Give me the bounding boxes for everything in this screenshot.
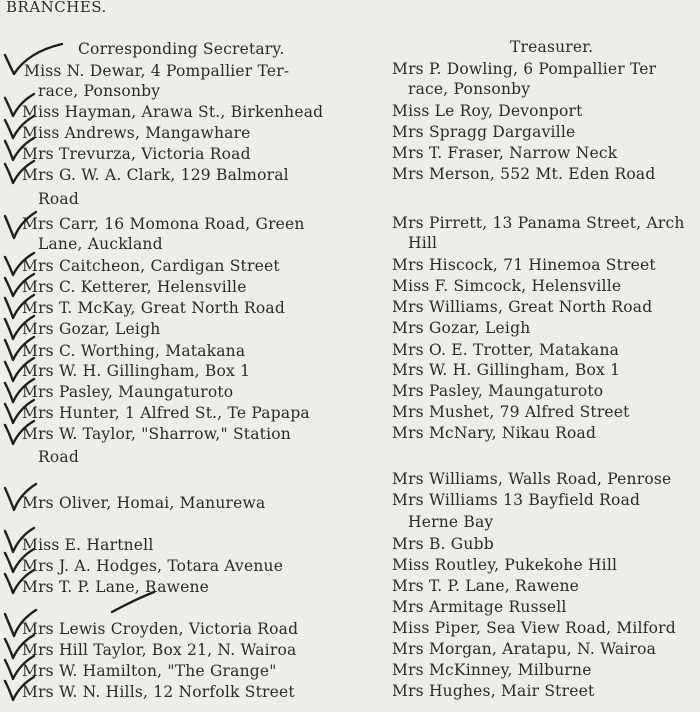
secretary-line: Miss Hayman, Arawa St., Birkenhead	[22, 103, 324, 121]
treasurer-line: Mrs Hughes, Mair Street	[392, 682, 595, 700]
secretary-line: Mrs Carr, 16 Momona Road, Green	[22, 215, 305, 233]
treasurer-line: Mrs McNary, Nikau Road	[392, 424, 597, 442]
treasurer-line: Miss Le Roy, Devonport	[392, 102, 583, 120]
secretary-line: Mrs Gozar, Leigh	[22, 320, 161, 338]
secretary-line: Mrs Pasley, Maungaturoto	[22, 383, 234, 401]
treasurer-line: Mrs Morgan, Aratapu, N. Wairoa	[392, 640, 657, 658]
treasurer-line: Mrs W. H. Gillingham, Box 1	[392, 361, 621, 379]
treasurer-line: Mrs O. E. Trotter, Matakana	[392, 341, 620, 359]
treasurer-line: Miss F. Simcock, Helensville	[392, 277, 622, 295]
treasurer-line: Mrs Williams, Great North Road	[392, 298, 653, 316]
secretary-line: Mrs T. McKay, Great North Road	[22, 299, 285, 317]
secretary-line: Mrs Lewis Croyden, Victoria Road	[22, 620, 299, 638]
secretary-line: Mrs W. Hamilton, "The Grange"	[22, 662, 277, 680]
treasurer-line: Mrs Merson, 552 Mt. Eden Road	[392, 165, 656, 183]
treasurer-line: Mrs Hiscock, 71 Hinemoa Street	[392, 256, 656, 274]
secretary-line: Mrs Oliver, Homai, Manurewa	[22, 494, 266, 512]
secretary-line: race, Ponsonby	[38, 82, 161, 100]
treasurer-line: Mrs McKinney, Milburne	[392, 661, 592, 679]
secretary-line: Road	[38, 448, 79, 466]
treasurer-line: Mrs Gozar, Leigh	[392, 319, 531, 337]
secretary-line: Mrs W. H. Gillingham, Box 1	[22, 362, 251, 380]
secretary-line: Mrs C. Worthing, Matakana	[22, 342, 246, 360]
secretary-line: Miss Andrews, Mangawhare	[22, 124, 251, 142]
treasurer-line: Mrs Pasley, Maungaturoto	[392, 382, 604, 400]
treasurer-column-header: Treasurer.	[510, 38, 594, 56]
secretary-line: Lane, Auckland	[38, 235, 163, 253]
secretary-line: Mrs W. Taylor, "Sharrow," Station	[22, 425, 291, 443]
treasurer-line: Herne Bay	[408, 513, 494, 531]
secretary-line: Mrs Trevurza, Victoria Road	[22, 145, 251, 163]
treasurer-line: Miss Piper, Sea View Road, Milford	[392, 619, 676, 637]
secretary-line: Mrs Caitcheon, Cardigan Street	[22, 257, 280, 275]
treasurer-line: Mrs Williams 13 Bayfield Road	[392, 491, 641, 509]
treasurer-line: Mrs Spragg Dargaville	[392, 123, 576, 141]
secretary-line: Miss E. Hartnell	[22, 536, 154, 554]
treasurer-line: Mrs Mushet, 79 Alfred Street	[392, 403, 630, 421]
treasurer-line: Mrs T. P. Lane, Rawene	[392, 577, 580, 595]
secretary-line: Road	[38, 190, 79, 208]
secretary-column-header: Corresponding Secretary.	[78, 40, 285, 58]
secretary-line: Mrs Hill Taylor, Box 21, N. Wairoa	[22, 641, 297, 659]
treasurer-line: Miss Routley, Pukekohe Hill	[392, 556, 618, 574]
treasurer-line: Mrs B. Gubb	[392, 535, 494, 553]
secretary-line: Mrs J. A. Hodges, Totara Avenue	[22, 557, 284, 575]
treasurer-line: Mrs Armitage Russell	[392, 598, 567, 616]
secretary-line: Mrs C. Ketterer, Helensville	[22, 278, 247, 296]
treasurer-line: Mrs Pirrett, 13 Panama Street, Arch	[392, 214, 685, 232]
secretary-line: Mrs W. N. Hills, 12 Norfolk Street	[22, 683, 295, 701]
secretary-line: Mrs T. P. Lane, Rawene	[22, 578, 210, 596]
treasurer-line: race, Ponsonby	[408, 80, 531, 98]
page-heading: BRANCHES.	[6, 0, 107, 16]
treasurer-line: Hill	[408, 234, 438, 252]
secretary-line: Mrs G. W. A. Clark, 129 Balmoral	[22, 166, 289, 184]
treasurer-line: Mrs Williams, Walls Road, Penrose	[392, 470, 672, 488]
treasurer-line: Mrs P. Dowling, 6 Pompallier Ter	[392, 60, 657, 78]
treasurer-line: Mrs T. Fraser, Narrow Neck	[392, 144, 618, 162]
secretary-line: Miss N. Dewar, 4 Pompallier Ter-	[24, 62, 290, 80]
secretary-line: Mrs Hunter, 1 Alfred St., Te Papapa	[22, 404, 310, 422]
